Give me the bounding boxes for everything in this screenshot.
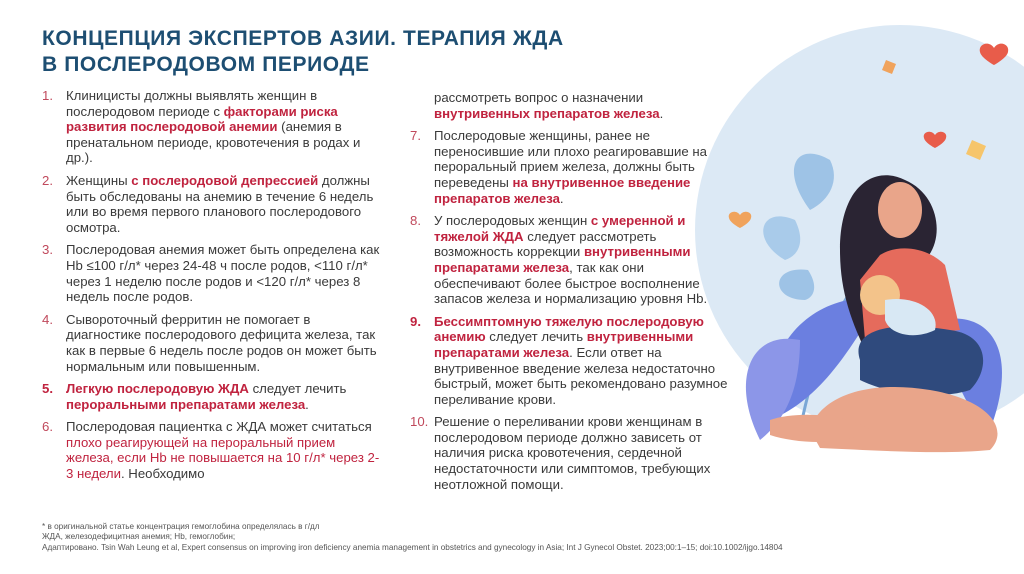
list-item: 6. Послеродовая пациентка с ЖДА может считаться плохо реагирующей на пероральный прием железа, если Hb не повышается на 10 г/л* через 2-3 недели. Необходимо <box>42 419 380 482</box>
list-item: 4. Сывороточный ферритин не помогает в диагностике послеродового дефицита железа, так как в первые 6 недель после родов он может быть нормальным или повышенным. <box>42 311 377 374</box>
footnote-line: * в оригинальной статье концентрация гемоглобина определялась в г/дл <box>42 522 320 531</box>
right-column <box>410 90 730 499</box>
mother-with-baby-illustration <box>690 0 1024 574</box>
list-item: 7. Послеродовые женщины, ранее не переносившие или плохо реагировавшие на пероральный прием железа, должны быть переведены на внутривенное введение препаратов железа. <box>410 128 707 206</box>
title-line-1: КОНЦЕПЦИЯ ЭКСПЕРТОВ АЗИИ. ТЕРАПИЯ ЖДА <box>42 27 564 50</box>
page-title <box>42 26 564 78</box>
title-line-2: В ПОСЛЕРОДОВОМ ПЕРИОДЕ <box>42 53 370 76</box>
left-column <box>42 88 382 489</box>
footnote-line: ЖДА, железодефицитная анемия; Hb, гемоглобин; <box>42 532 236 542</box>
list-item: 3. Послеродовая анемия может быть определена как Hb ≤100 г/л* через 24-48 ч после родов, <110 г/л* через 1 неделю после родов и <120 г/л* через 8 недель после родов. <box>42 242 380 305</box>
list-item: 9. Бессимптомную тяжелую послеродовую анемию следует лечить внутривенными препаратами железа. Если ответ на внутривенное введение железа недостаточно быстрый, может быть рекомендовано разумное переливание крови. <box>410 313 728 407</box>
list-item: 10. Решение о переливании крови женщинам в послеродовом периоде должно зависеть от наличия риска кровотечения, сердечной недостаточности или симптомов, требующих неотложной помощи. <box>410 414 711 492</box>
list-item: 5. Легкую послеродовую ЖДА следует лечить пероральными препаратами железа. <box>42 381 347 412</box>
list-item-continuation: рассмотреть вопрос о назначении внутривенных препаратов железа. <box>434 90 664 121</box>
list-item: 8. У послеродовых женщин с умеренной и тяжелой ЖДА следует рассмотреть возможность коррекции внутривенными препаратами железа, так как они обеспечивают более быстрое восполнение запасов железа и нормализацию уровня Hb. <box>410 213 708 307</box>
list-item: 1. Клиницисты должны выявлять женщин в послеродовом периоде с факторами риска развития послеродовой анемии (анемия в пренатальном периоде, кровотечения в родах и др.). <box>42 88 361 166</box>
list-item: 2. Женщины с послеродовой депрессией должны быть обследованы на анемию в течение 6 недель или во время первого планового послеродового осмотра. <box>42 172 374 235</box>
footnote-line: Адаптировано. Tsin Wah Leung et al, Expert consensus on improving iron deficiency anemia management in obstetrics and gynecology in Asia; Int J Gynecol Obstet. 2023;00:1–15; doi:10.1002/ijgo.14804 <box>42 542 783 552</box>
